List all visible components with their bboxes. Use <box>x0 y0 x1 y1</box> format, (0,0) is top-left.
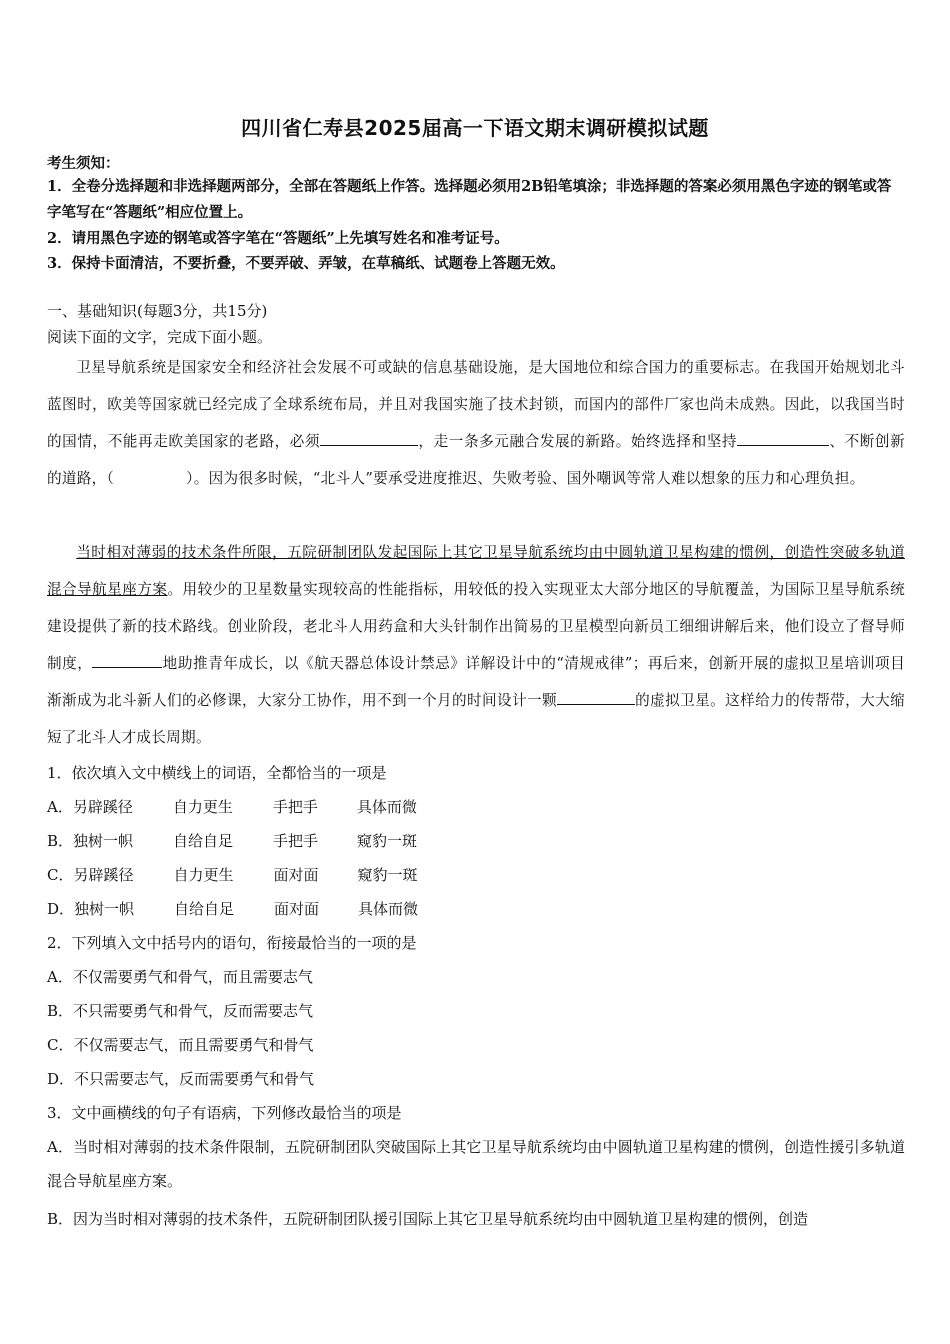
answer-blank <box>92 653 162 668</box>
passage-text: ，走一条多元融合发展的新路。始终选择和坚持 <box>418 433 738 450</box>
question-3-option-a: A．当时相对薄弱的技术条件限制，五院研制团队突破国际上其它卫星导航系统均由中圆轨道卫星构建的惯例，创造性援引多轨道混合导航星座方案。 <box>47 1138 905 1190</box>
answer-blank <box>557 690 635 705</box>
section-heading: 一、基础知识(每题3分，共15分) <box>47 302 268 320</box>
underlined-sentence: 当时相对薄弱的技术条件所限，五院研制团队发起国际上其它卫星导航系统均由中圆轨道卫星构建的惯例，创造性突破多轨道混合导航星座方案 <box>47 544 905 598</box>
passage-text: 。用较少的卫星数量实现较高的性能指标，用较低的投入实现亚太大部分地区的导航覆盖，为国际卫星导航系统建设提供了新的技术路线。创业阶段，老北斗人用药盒和大头针制作出简易的卫星模型向新员工细细讲解后来，他们设立了督导师制度， <box>47 581 905 672</box>
answer-blank <box>737 431 829 446</box>
passage-text: 的虚拟卫星。这样给力的传帮带，大大缩短了北斗人才成长周期。 <box>47 692 905 746</box>
notice-item-2: 2．请用黑色字迹的钢笔或答字笔在“答题纸”上先填写姓名和准考证号。 <box>47 230 509 247</box>
question-1-option-a: A．另辟蹊径 自力更生 手把手 具体而微 <box>47 798 417 816</box>
question-3-stem: 3．文中画横线的句子有语病，下列修改最恰当的项是 <box>47 1104 402 1122</box>
section-instruction: 阅读下面的文字，完成下面小题。 <box>47 328 273 346</box>
question-1-option-b: B．独树一帜 自给自足 手把手 窥豹一斑 <box>47 832 418 850</box>
passage-paragraph-1 <box>47 349 905 497</box>
passage-text: 卫星导航系统是国家安全和经济社会发展不可或缺的信息基础设施，是大国地位和综合国力的重要标志。在我国开始规划北斗蓝图时，欧美等国家就已经完成了全球系统布局，并且对我国实施了技术封锁，而国内的部件厂家也尚未成熟。因此，以我国当时的国情，不能再走欧美国家的老路，必须 <box>47 359 905 450</box>
question-3-option-b: B．因为当时相对薄弱的技术条件，五院研制团队援引国际上其它卫星导航系统均由中圆轨道卫星构建的惯例，创造 <box>47 1210 809 1228</box>
passage-text: 、不断创新的道路，（ <box>47 433 905 487</box>
notice-item-1: 1．全卷分选择题和非选择题两部分，全部在答题纸上作答。选择题必须用2B铅笔填涂；非选择题的答案必须用黑色字迹的钢笔或答字笔写在“答题纸”相应位置上。 <box>47 178 892 221</box>
question-1-stem: 1．依次填入文中横线上的词语，全都恰当的一项是 <box>47 764 387 782</box>
question-2-option-b: B．不只需要勇气和骨气，反而需要志气 <box>47 1002 314 1020</box>
passage-text: ）。因为很多时候，“北斗人”要承受进度推迟、失败考验、国外嘲讽等常人难以想象的压力和心理负担。 <box>186 470 865 487</box>
question-2-option-a: A．不仅需要勇气和骨气，而且需要志气 <box>47 968 313 986</box>
page-title: 四川省仁寿县2025届高一下语文期末调研模拟试题 <box>241 116 709 140</box>
question-2-option-c: C．不仅需要志气，而且需要勇气和骨气 <box>47 1036 314 1054</box>
question-1-option-c: C．另辟蹊径 自力更生 面对面 窥豹一斑 <box>47 866 418 884</box>
passage-text: 地助推青年成长，以《航天器总体设计禁忌》详解设计中的“清规戒律”；再后来，创新开展的虚拟卫星培训项目渐渐成为北斗新人们的必修课，大家分工协作，用不到一个月的时间设计一颗 <box>47 655 905 709</box>
question-2-option-d: D．不只需要志气，反而需要勇气和骨气 <box>47 1070 315 1088</box>
answer-blank <box>320 431 418 446</box>
notice-heading: 考生须知： <box>47 155 120 172</box>
passage-paragraph-2 <box>47 534 905 756</box>
question-1-option-d: D．独树一帜 自给自足 面对面 具体而微 <box>47 900 419 918</box>
question-2-stem: 2．下列填入文中括号内的语句，衔接最恰当的一项的是 <box>47 934 417 952</box>
notice-item-3: 3．保持卡面清洁，不要折叠，不要弄破、弄皱，在草稿纸、试题卷上答题无效。 <box>47 255 565 272</box>
